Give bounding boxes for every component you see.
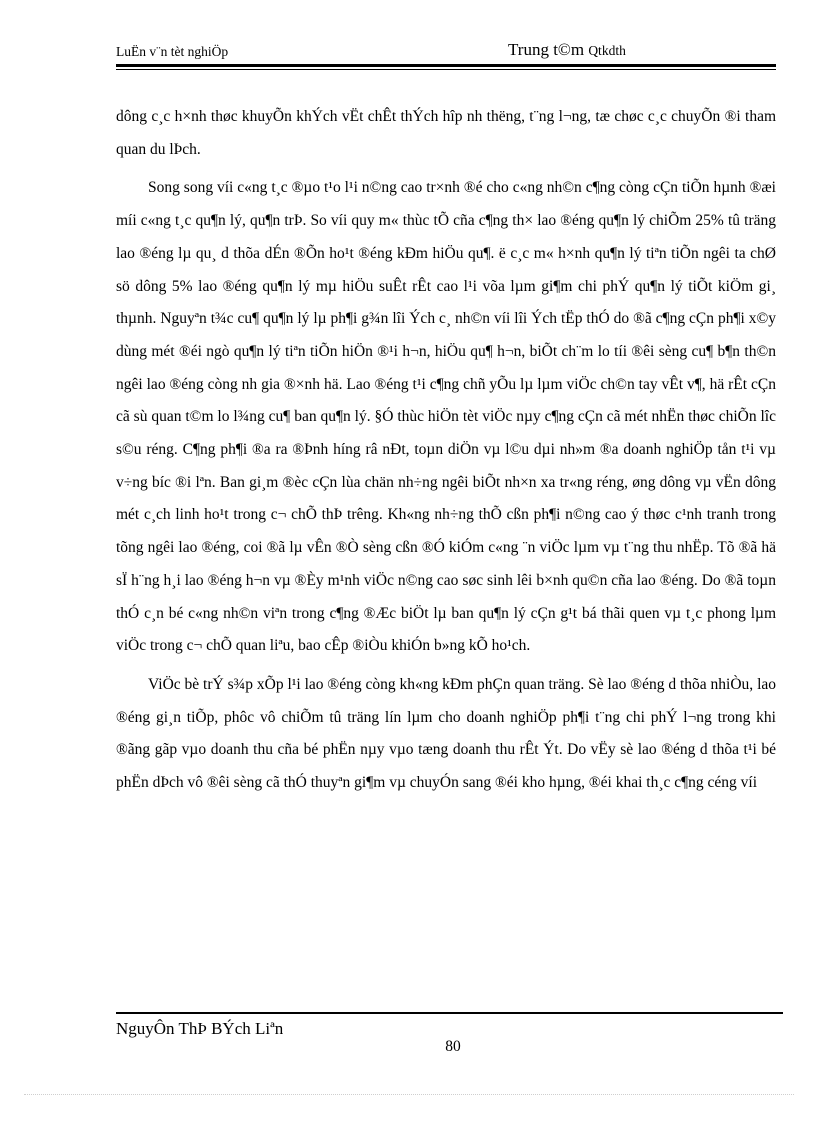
header-center-main: Trung t©m — [508, 40, 589, 59]
paragraph-1: dông c¸c h×nh thøc khuyÕn khÝch vËt chÊt thÝch hîp nh thëng, t¨ng l¬ng, tæ chøc c¸c chuyÕn ®i tham quan du lÞch. — [116, 108, 776, 158]
page-number — [0, 1038, 816, 1056]
header-rule-thin — [116, 69, 776, 70]
header-thesis-title: LuËn v¨n tèt nghiÖp — [116, 44, 229, 59]
document-body — [116, 101, 776, 806]
page-header — [116, 40, 776, 64]
header-rule-thick — [116, 64, 776, 67]
footer-author-name: NguyÔn ThÞ BÝch Liªn — [116, 1019, 284, 1038]
header-center-name — [508, 40, 626, 60]
footer-rule — [116, 1012, 783, 1014]
header-center-abbrev: Qtkdth — [588, 43, 626, 58]
paragraph-3: ViÖc bè trÝ s¾p xÕp l¹i lao ®éng còng kh«ng kÐm phÇn quan träng. Sè lao ®éng d thõa nhiÒu, lao ®éng gi¸n tiÕp, phôc vô chiÕm tû träng lín lµm cho doanh nghiÖp ph¶i t¨ng chi phÝ l¬ng trong khi ®ãng gãp vµo doanh thu cña bé phËn nµy vµo tæng doanh thu rÊt Ýt. Do vËy sè lao ®éng d thõa t¹i bé phËn dÞch vô ®êi sèng cã thÓ thuyªn gi¶m vµ chuyÓn sang ®éi kho hµng, ®éi khai th¸c c¶ng céng víi — [116, 675, 776, 792]
paragraph-2: Song song víi c«ng t¸c ®µo t¹o l¹i n©ng cao tr×nh ®é cho c«ng nh©n c¶ng còng cÇn tiÕn hµnh ®æi míi c«ng t¸c qu¶n lý, qu¶n trÞ. So víi quy m« thùc tÕ cña c¶ng th× lao ®éng qu¶n lý chiÕm 25% tû träng lao ®éng lµ qu¸ d thõa dÉn ®Õn ho¹t ®éng kÐm hiÖu qu¶. ë c¸c m« h×nh qu¶n lý tiªn tiÕn ngêi ta chØ sö dông 5% lao ®éng qu¶n lý mµ hiÖu suÊt rÊt cao l¹i võa lµm gi¶m chi phÝ qu¶n lý tiÕt kiÖm gi¸ thµnh. Nguyªn t¾c cu¶ qu¶n lý lµ ph¶i g¾n lîi Ých c¸ nh©n víi lîi Ých tËp thÓ do ®ã c¶ng cÇn ph¶i x©y dùng mét ®éi ngò qu¶n lý tiªn tiÕn hiÖn ®¹i h¬n, hiÖu qu¶ h¬n, biÕt ch¨m lo tíi ®êi sèng cu¶ b¶n th©n ngêi lao ®éng còng nh gia ®×nh hä. Lao ®éng t¹i c¶ng chñ yÕu lµ lµm viÖc ch©n tay vÊt v¶, hä rÊt cÇn cã sù quan t©m lo l¾ng cu¶ ban qu¶n lý. §Ó thùc hiÖn tèt viÖc nµy c¶ng cÇn cã mét nhËn thøc chiÕn lîc s©u réng. C¶ng ph¶i ®a ra ®Þnh híng râ nÐt, toµn diÖn vµ l©u dµi nh»m ®a doanh nghiÖp tån t¹i vµ v÷ng bíc ®i lªn. Ban gi¸m ®èc cÇn lùa chän nh÷ng ngêi biÕt nh×n xa tr«ng réng, øng dông vµ vËn dông mét c¸ch linh ho¹t trong c¬ chÕ thÞ trêng. Kh«ng nh÷ng thÕ cßn ph¶i n©ng cao ý thøc c¹nh tranh trong tõng ngêi lao ®éng, coi ®ã lµ vÊn ®Ò sèng cßn ®Ó kiÓm c«ng ¨n viÖc lµm vµ t¨ng thu nhËp. Tõ ®ã hä sÏ h¨ng h¸i lao ®éng h¬n vµ ®Èy m¹nh viÖc n©ng cao søc sinh lêi b×nh qu©n cña lao ®éng. Do ®ã toµn thÓ c¸n bé c«ng nh©n viªn trong c¶ng ®Æc biÖt lµ ban qu¶n lý cÇn g¹t bá thãi quen vµ t¸c phong lµm viÖc trong c¬ chÕ quan liªu, bao cÊp ®iÒu khiÓn b»ng kÕ ho¹ch. — [116, 179, 776, 655]
page-bottom-dotted-line — [24, 1094, 794, 1095]
page-number-text: 80 — [445, 1038, 461, 1055]
